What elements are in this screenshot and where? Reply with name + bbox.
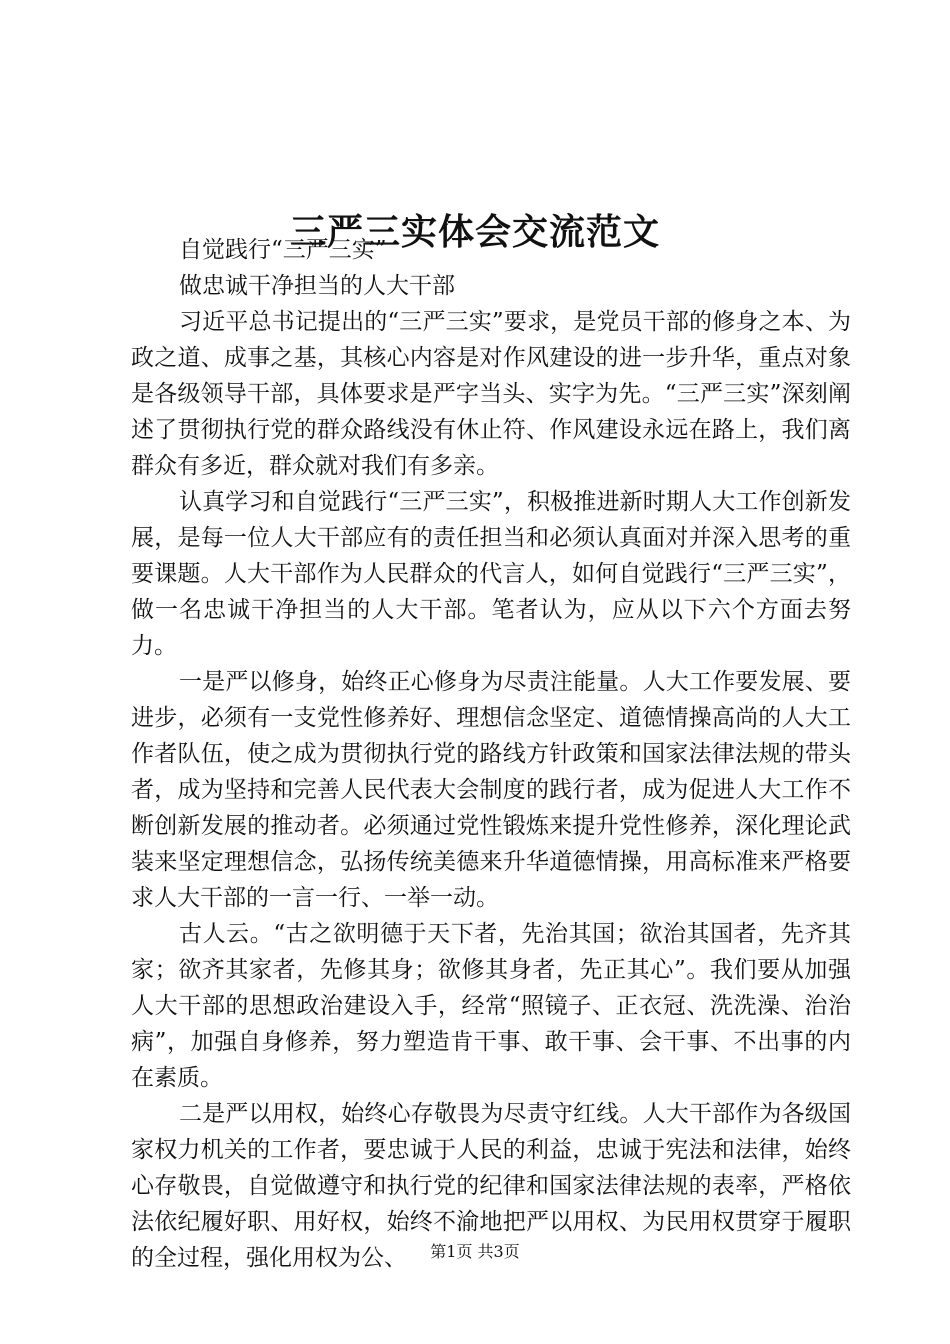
subtitle-line-1: 自觉践行“三严三实” [179,237,387,263]
page-number-footer: 第1页 共3页 [430,1242,520,1261]
paragraph: 二是严以用权，始终心存敬畏为尽责守红线。人大干部作为各级国家权力机关的工作者，要忠诚于人民的利益，忠诚于宪法和法律，始终心存敬畏，自觉做遵守和执行党的纪律和国家法律法规的表率，严格依法依纪履好职、用好权，始终不渝地把严以用权、为民用权贯穿于履职的全过程，强化用权为公、 [131,1101,851,1271]
paragraph: 习近平总书记提出的“三严三实”要求，是党员干部的修身之本、为政之道、成事之基，其核心内容是对作风建设的进一步升华，重点对象是各级领导干部，具体要求是严字当头、实字为先。“三严三实”深刻阐述了贯彻执行党的群众路线没有休止符、作风建设永远在路上，我们离群众有多近，群众就对我们有多亲。 [131,309,851,479]
paragraph: 一是严以修身，始终正心修身为尽责注能量。人大工作要发展、要进步，必须有一支党性修养好、理想信念坚定、道德情操高尚的人大工作者队伍，使之成为贯彻执行党的路线方针政策和国家法律法规的带头者，成为坚持和完善人民代表大会制度的践行者，成为促进人大工作不断创新发展的推动者。必须通过党性锻炼来提升党性修养，深化理论武装来坚定理想信念，弘扬传统美德来升华道德情操，用高标准来严格要求人大干部的一言一行、一举一动。 [131,669,851,911]
paragraph: 认真学习和自觉践行“三严三实”，积极推进新时期人大工作创新发展，是每一位人大干部应有的责任担当和必须认真面对并深入思考的重要课题。人大干部作为人民群众的代言人，如何自觉践行“三严三实”，做一名忠诚干净担当的人大干部。笔者认为，应从以下六个方面去努力。 [131,489,851,659]
subtitle-line-2: 做忠诚干净担当的人大干部 [179,273,455,299]
paragraph: 古人云。“古之欲明德于天下者，先治其国；欲治其国者，先齐其家；欲齐其家者，先修其身；欲修其身者，先正其心”。我们要从加强人大干部的思想政治建设入手，经常“照镜子、正衣冠、洗洗澡、治治病”，加强自身修养，努力塑造肯干事、敢干事、会干事、不出事的内在素质。 [131,921,851,1091]
document-body [131,232,851,1276]
document-title: 三严三实体会交流范文 [289,211,660,254]
